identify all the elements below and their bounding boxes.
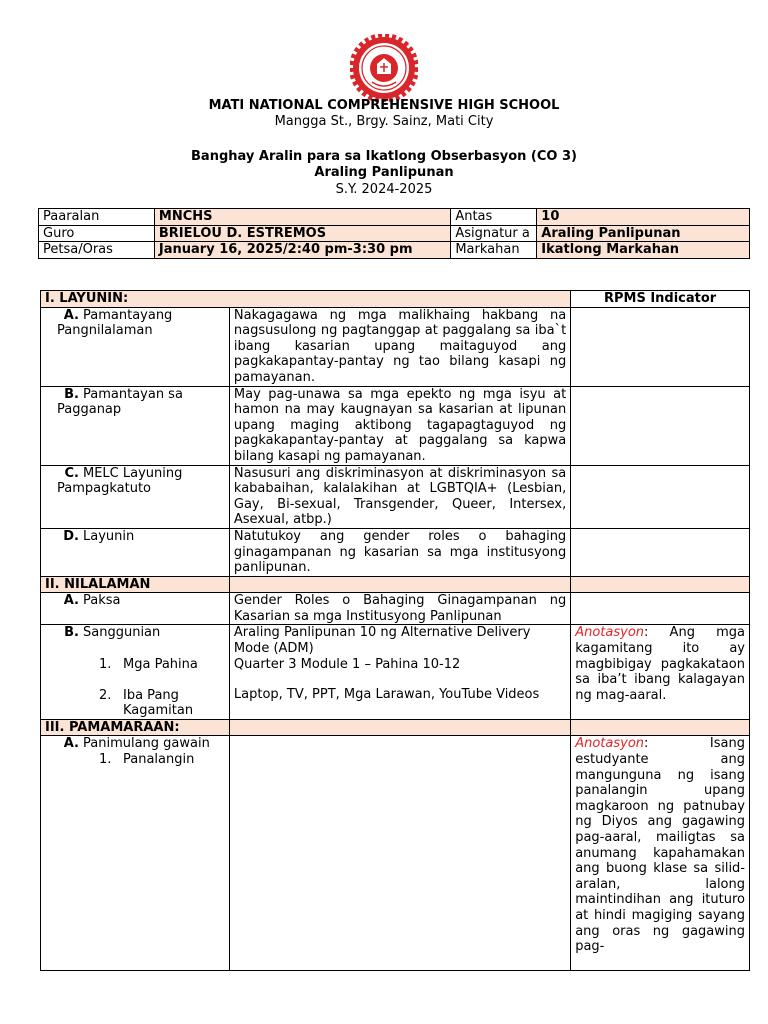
info-table	[38, 208, 750, 259]
rpms-cell	[571, 593, 750, 625]
lesson-plan-table	[40, 290, 750, 971]
section-layunin-head: I. LAYUNIN:	[41, 291, 571, 308]
item-letter: A.	[63, 736, 79, 752]
paaralan-label: Paaralan	[39, 209, 155, 226]
item-letter: A.	[63, 307, 79, 323]
guro-value: BRIELOU D. ESTREMOS	[154, 225, 450, 242]
item-letter: C.	[64, 465, 79, 481]
antas-label: Antas	[451, 209, 537, 226]
table-row	[41, 625, 750, 719]
melc-label: MELC Layuning Pampagkatuto	[57, 465, 183, 497]
layunin-label: Layunin	[83, 528, 135, 544]
anotasyon-label: Anotasyon	[575, 736, 645, 752]
table-row	[41, 307, 750, 386]
info-row	[39, 209, 750, 226]
markahan-value: Ikatlong Markahan	[537, 242, 750, 259]
pamantayan-sa-pagganap-text: May pag-unawa sa mga epekto ng mga isyu at hamon na may kaugnayan sa kasarian at lipunan upang maging aktibong tagapagtaguyod ng pagkakapantay-pantay at paggalang sa kapwa bilang kasapi ng pamayanan.	[229, 386, 570, 465]
sanggunian-label: Sanggunian	[83, 625, 161, 641]
guro-label: Guro	[39, 225, 155, 242]
school-seal-logo	[350, 34, 418, 102]
anotasyon-label: Anotasyon	[575, 625, 645, 641]
anotasyon-text: : Ang mga kagamitang ito ay magbibigay pagkakataon sa iba’t ibang kalagayan ng mag-aaral.	[575, 625, 745, 703]
table-row	[41, 736, 750, 971]
rpms-cell	[571, 528, 750, 576]
item-letter: B.	[64, 625, 79, 641]
melc-text: Nasusuri ang diskriminasyon at diskriminasyon sa kababaihan, kalalakihan at LGBTQIA+ (Lesbian, Gay, Bi-sexual, Transgender, Queer, Intersex, Asexual, atbp.)	[229, 465, 570, 528]
pamantayang-pangnilalaman-label: Pamantayang Pangnilalaman	[57, 307, 173, 339]
pamantayan-sa-pagganap-label: Pamantayan sa Pagganap	[57, 386, 183, 418]
section-nilalaman-head: II. NILALAMAN	[41, 576, 230, 593]
table-row	[41, 528, 750, 576]
anotasyon-cell	[571, 625, 750, 719]
rpms-indicator-head: RPMS Indicator	[571, 291, 750, 308]
iba-pang-kagamitan-label: Iba Pang Kagamitan	[123, 687, 194, 719]
table-row	[41, 593, 750, 625]
markahan-label: Markahan	[451, 242, 537, 259]
panimulang-gawain-label: Panimulang gawain	[83, 736, 210, 752]
antas-value: 10	[537, 209, 750, 226]
anotasyon-cell	[571, 736, 750, 971]
item-letter: D.	[63, 528, 79, 544]
sanggunian-text-3: Laptop, TV, PPT, Mga Larawan, YouTube Videos	[233, 687, 540, 703]
panalangin-label: Panalangin	[123, 752, 195, 768]
petsa-label: Petsa/Oras	[39, 242, 155, 259]
school-name: MATI NATIONAL COMPREHENSIVE HIGH SCHOOL	[208, 98, 560, 113]
table-row	[41, 386, 750, 465]
paaralan-value: MNCHS	[154, 209, 450, 226]
rpms-cell	[571, 307, 750, 386]
school-address: Mangga St., Brgy. Sainz, Mati City	[274, 114, 494, 129]
layunin-text: Natutukoy ang gender roles o bahaging ginagampanan ng kasarian sa mga institusyong panlipunan.	[229, 528, 570, 576]
document-title: Banghay Aralin para sa Ikatlong Obserbasyon (CO 3)	[191, 149, 577, 164]
item-letter: A.	[63, 593, 79, 609]
paksa-text: Gender Roles o Bahaging Ginagampanan ng Kasarian sa mga Institusyong Panlipunan	[229, 593, 570, 625]
item-letter: B.	[64, 386, 79, 402]
asignatura-value: Araling Panlipunan	[537, 225, 750, 242]
subject-title: Araling Panlipunan	[314, 165, 454, 180]
item-number: 1.	[99, 657, 112, 673]
petsa-value: January 16, 2025/2:40 pm-3:30 pm	[154, 242, 450, 259]
item-number: 2.	[99, 687, 112, 703]
sanggunian-text-2: Quarter 3 Module 1 – Pahina 10-12	[233, 656, 461, 672]
anotasyon-text: : Isang estudyante ang mangunguna ng isang panalangin upang magkaroon ng patnubay ng Diyos ang gagawing pag-aaral, mailigtas sa anumang kapahamakan ang buong klase sa silid-aralan, lalong maintindihan ang ituturo at hindi magiging sayang ang oras ng gagawing pag-	[575, 736, 745, 955]
item-number: 1.	[99, 752, 112, 768]
table-row	[41, 465, 750, 528]
sanggunian-text-1: Araling Panlipunan 10 ng Alternative Delivery Mode (ADM)	[233, 625, 531, 657]
paksa-label: Paksa	[83, 593, 121, 609]
section-pamamaraan-head: III. PAMAMARAAN:	[41, 719, 230, 736]
school-year: S.Y. 2024-2025	[335, 182, 433, 197]
pamantayang-pangnilalaman-text: Nakagagawa ng mga malikhaing hakbang na nagsusulong ng pagtanggap at paggalang sa iba`t ibang kasarian upang maitaguyod ang pagkakapantay-pantay ng tao bilang kasapi ng pamayanan.	[229, 307, 570, 386]
mga-pahina-label: Mga Pahina	[123, 657, 198, 673]
info-row	[39, 242, 750, 259]
rpms-cell	[571, 465, 750, 528]
rpms-cell	[571, 386, 750, 465]
info-row	[39, 225, 750, 242]
asignatura-label: Asignatur a	[451, 225, 537, 242]
